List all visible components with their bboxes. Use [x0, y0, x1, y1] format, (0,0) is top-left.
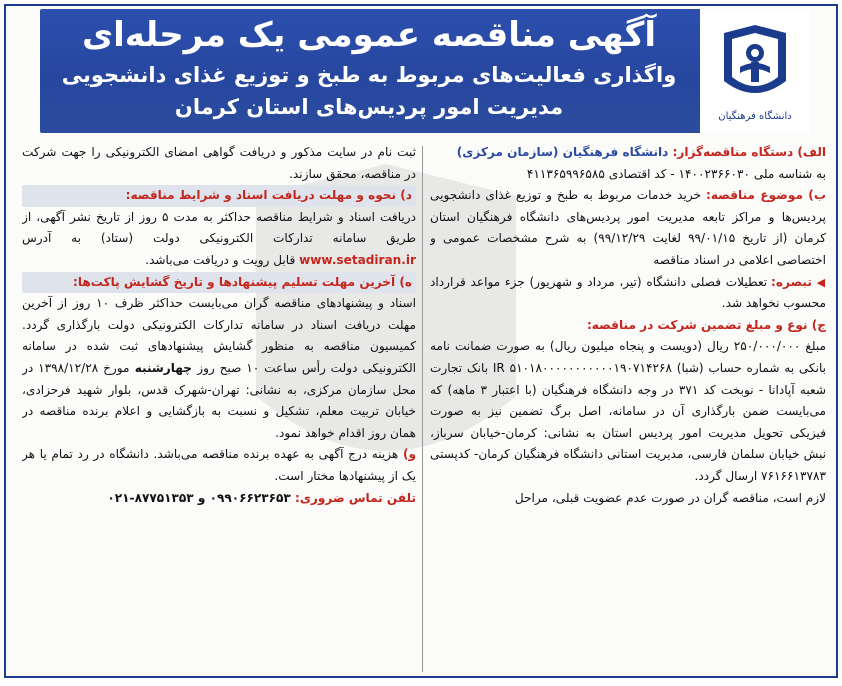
opening-day: چهارشنبه	[129, 360, 198, 375]
section-vav-text: هزینه درج آگهی به عهده برنده مناقصه می‌باشد. دانشگاه در رد تمام یا هر یک از پیشنهادها مختار است.	[22, 447, 416, 483]
university-logo	[700, 9, 810, 133]
section-dal	[22, 185, 416, 207]
section-jim-heading: ج) نوع و مبلغ تضمین شرکت در مناقصه:	[586, 317, 826, 332]
notice-title: آگهی مناقصه عمومی یک مرحله‌ای	[81, 15, 657, 55]
section-dal-body: دریافت اسناد و شرایط مناقصه حداکثر به مدت ۵ روز از تاریخ نشر آگهی، از طریق سامانه تدارکات الکترونیکی دولت (ستاد) به آدرس	[22, 209, 416, 246]
section-he-body: اسناد و پیشنهادهای مناقصه گران می‌بایست حداکثر ظرف ۱۰ روز از آخرین مهلت دریافت اسناد در سامانه تدارکات الکترونیکی دولت بارگذاری گردد. کمیسیون مناقصه به منظور گشایش پیشنهادهای ثبت شده در سامانه الکترونیکی دولت رأس ساعت ۱۰ صبح روز	[22, 296, 416, 375]
left-column	[22, 142, 416, 676]
contact-phone	[22, 488, 416, 510]
tender-notice	[4, 4, 838, 678]
section-jim	[430, 315, 826, 337]
section-be-heading: ب) موضوع مناقصه:	[706, 188, 826, 203]
section-dal-heading: د) نحوه و مهلت دریافت اسناد و شرایط مناقصه:	[22, 185, 416, 207]
section-he	[22, 272, 416, 294]
continued-text: ثبت نام در سایت مذکور و دریافت گواهی امضای الکترونیکی را جهت شرکت در مناقصه، محقق سازند.	[22, 145, 416, 181]
logo-caption: دانشگاه فرهنگیان	[718, 111, 792, 122]
right-column	[430, 142, 826, 676]
section-be	[430, 185, 826, 271]
section-dal-text	[22, 207, 416, 272]
phone-numbers: ۰۹۹۰۶۶۲۳۶۵۳ و ۸۷۷۵۱۳۵۳-۰۲۱	[107, 490, 296, 505]
notice-subtitle-2: مدیریت امور پردیس‌های استان کرمان	[174, 95, 564, 119]
setadiran-link[interactable]: www.setadiran.ir	[299, 252, 416, 267]
university-emblem-icon	[718, 23, 792, 107]
phone-heading: تلفن تماس ضروری:	[295, 490, 416, 505]
section-dal-body-2: قابل رویت و دریافت می‌باشد.	[145, 252, 300, 267]
section-jim-text: مبلغ ۲۵۰/۰۰۰/۰۰۰ ریال (دویست و پنجاه میلیون ریال) به صورت ضمانت نامه بانکی به شماره حساب (شبا) IR ۵۱۰۱۸۰۰۰۰۰۰۰۰۰۰۰۱۹۰۷۱۴۲۶۸ بانک تجارت شعبه آپادانا - نوبخت کد ۳۷۱ در وجه دانشگاه فرهنگیان (با اعتبار ۳ ماهه) که می‌بایست ضمن بارگذاری آن در سامانه، اصل برگ تضمین نیز به صورت فیزیکی تحویل مدیریت امور پردیس استان به نشانی: کرمان-خیابان سرباز، نبش خیابان سلمان فارسی، مدیریت استانی دانشگاه فرهنگیان کرمان- کدپستی ۷۶۱۶۶۱۳۷۸۳ ارسال گردد.	[430, 339, 826, 483]
note-text: تعطیلات فصلی دانشگاه (تیر، مرداد و شهریور) جزء مواعد قرارداد محسوب نخواهد شد.	[430, 274, 826, 311]
section-vav-heading: و)	[402, 447, 416, 462]
notice-header	[40, 9, 810, 133]
section-vav	[22, 444, 416, 487]
section-be-text: خرید خدمات مربوط به طبخ و توزیع غذای دانشجویی پردیس‌ها و مراکز تابعه مدیریت امور پردیس‌های دانشگاه فرهنگیان استان کرمان (از تاریخ ۹۹/۰۱/۱۵ لغایت ۹۹/۱۲/۲۹) به شرح مشخصات عمومی و اختصاصی اعلامی در اسناد مناقصه	[430, 188, 826, 267]
section-he-text	[22, 293, 416, 444]
column-divider	[422, 146, 423, 672]
section-alef-heading: الف) دستگاه مناقصه‌گزار:	[672, 145, 826, 159]
section-last-line: لازم است، مناقصه گران در صورت عدم عضویت قبلی، مراحل	[514, 490, 826, 505]
section-note	[430, 272, 826, 315]
section-he-heading: ه) آخرین مهلت تسلیم پیشنهادها و تاریخ گشایش پاکت‌ها:	[22, 272, 416, 294]
note-heading: تبصره:	[771, 274, 812, 289]
organizer-name: دانشگاه فرهنگیان (سازمان مرکزی)	[456, 145, 673, 159]
section-he-body-2: مورخ ۱۳۹۸/۱۲/۲۸ در محل سازمان مرکزی، به نشانی: تهران-شهرک قدس، بلوار شهید فرحزادی، خیابان تربیت معلم، تشکیل و نسبت به بازگشایی و اعلام برنده مناقصه در همان روز اقدام خواهد نمود.	[22, 360, 416, 440]
section-alef	[430, 142, 826, 164]
triangle-bullet-icon: ◀	[816, 275, 826, 289]
organizer-ids: به شناسه ملی ۱۴۰۰۲۳۶۶۰۳۰ - کد اقتصادی ۴۱۱۳۶۵۹۹۶۵۸۵	[526, 166, 826, 181]
notice-subtitle-1: واگذاری فعالیت‌های مربوط به طبخ و توزیع غذای دانشجویی	[61, 63, 677, 87]
